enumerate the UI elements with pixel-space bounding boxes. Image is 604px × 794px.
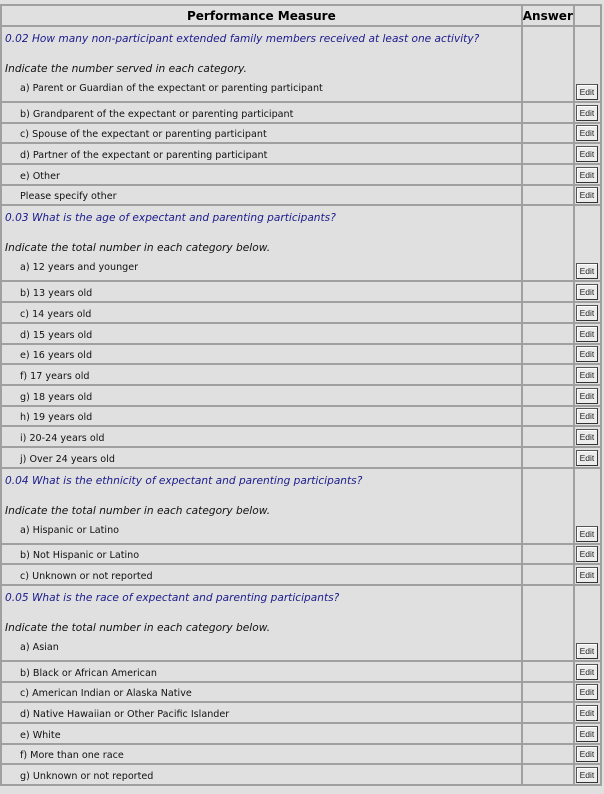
item-label: i) 20-24 years old xyxy=(20,432,105,444)
edit-button[interactable]: Edit xyxy=(576,305,598,321)
item-label: j) Over 24 years old xyxy=(20,453,115,465)
edit-button[interactable]: Edit xyxy=(576,167,598,183)
table-row xyxy=(1,661,601,682)
answer-cell xyxy=(522,682,574,703)
table-row xyxy=(1,364,601,385)
edit-button[interactable]: Edit xyxy=(576,146,598,162)
edit-button[interactable]: Edit xyxy=(576,408,598,424)
item-cell xyxy=(1,323,522,344)
answer-cell xyxy=(522,344,574,365)
question-cell xyxy=(1,26,522,102)
item-cell xyxy=(1,281,522,302)
edit-button[interactable]: Edit xyxy=(576,84,598,100)
edit-cell xyxy=(574,744,601,765)
item-cell xyxy=(1,123,522,144)
item-cell xyxy=(1,544,522,565)
table-row xyxy=(1,302,601,323)
edit-button[interactable]: Edit xyxy=(576,326,598,342)
item-cell xyxy=(1,702,522,723)
item-cell xyxy=(1,564,522,585)
edit-cell xyxy=(574,102,601,123)
edit-cell xyxy=(574,364,601,385)
edit-button[interactable]: Edit xyxy=(576,526,598,542)
table-row xyxy=(1,102,601,123)
item-cell xyxy=(1,102,522,123)
table-header xyxy=(1,5,601,26)
item-label: e) 16 years old xyxy=(20,350,93,362)
edit-button[interactable]: Edit xyxy=(576,367,598,383)
table-row xyxy=(1,764,601,785)
answer-cell xyxy=(522,661,574,682)
answer-cell xyxy=(522,143,574,164)
answer-cell xyxy=(522,468,574,544)
edit-column-header xyxy=(574,5,601,26)
answer-cell xyxy=(522,406,574,427)
item-label: b) Not Hispanic or Latino xyxy=(20,550,140,562)
answer-cell xyxy=(522,205,574,281)
answer-cell xyxy=(522,185,574,206)
item-label: d) Native Hawaiian or Other Pacific Islander xyxy=(20,709,230,721)
item-label: c) American Indian or Alaska Native xyxy=(20,688,192,700)
question-row xyxy=(1,205,601,281)
item-label: c) 14 years old xyxy=(20,308,92,320)
edit-button[interactable]: Edit xyxy=(576,450,598,466)
question-cell xyxy=(1,585,522,661)
table-row xyxy=(1,744,601,765)
table-row xyxy=(1,143,601,164)
item-cell xyxy=(1,744,522,765)
answer-cell xyxy=(522,123,574,144)
answer-cell xyxy=(522,723,574,744)
question-cell xyxy=(1,468,522,544)
edit-cell xyxy=(574,302,601,323)
answer-header: Answer xyxy=(522,5,574,26)
item-cell xyxy=(1,426,522,447)
question-text: 0.02 How many non-participant extended family members received at least one activity? xyxy=(5,33,480,45)
edit-button[interactable]: Edit xyxy=(576,643,598,659)
answer-cell xyxy=(522,323,574,344)
item-cell xyxy=(1,385,522,406)
item-label: a) Parent or Guardian of the expectant or parenting participant xyxy=(20,83,323,94)
table-row xyxy=(1,385,601,406)
edit-cell xyxy=(574,344,601,365)
item-label: a) Asian xyxy=(20,642,59,653)
answer-cell xyxy=(522,564,574,585)
table-row xyxy=(1,702,601,723)
answer-cell xyxy=(522,764,574,785)
table-row xyxy=(1,123,601,144)
edit-cell xyxy=(574,723,601,744)
question-row xyxy=(1,26,601,102)
edit-cell xyxy=(574,281,601,302)
answer-cell xyxy=(522,447,574,468)
item-label: b) Black or African American xyxy=(20,667,157,679)
edit-button[interactable]: Edit xyxy=(576,284,598,300)
edit-cell xyxy=(574,143,601,164)
answer-cell xyxy=(522,364,574,385)
item-label: d) Partner of the expectant or parenting participant xyxy=(20,150,268,162)
edit-button[interactable]: Edit xyxy=(576,726,598,742)
edit-cell xyxy=(574,468,601,544)
edit-cell xyxy=(574,185,601,206)
instruction-text: Indicate the number served in each category. xyxy=(5,63,247,75)
item-cell xyxy=(1,661,522,682)
item-cell xyxy=(1,143,522,164)
item-label: g) Unknown or not reported xyxy=(20,771,154,783)
table-row xyxy=(1,164,601,185)
item-label: a) 12 years and younger xyxy=(20,262,139,274)
edit-button[interactable]: Edit xyxy=(576,388,598,404)
edit-button[interactable]: Edit xyxy=(576,684,598,700)
edit-button[interactable]: Edit xyxy=(576,346,598,362)
question-text: 0.05 What is the race of expectant and parenting participants? xyxy=(5,592,340,604)
item-cell xyxy=(1,364,522,385)
answer-cell xyxy=(522,744,574,765)
item-label: d) 15 years old xyxy=(20,329,93,341)
edit-cell xyxy=(574,447,601,468)
edit-cell xyxy=(574,385,601,406)
edit-cell xyxy=(574,702,601,723)
answer-cell xyxy=(522,544,574,565)
table-row xyxy=(1,406,601,427)
item-label: h) 19 years old xyxy=(20,412,93,424)
answer-cell xyxy=(522,102,574,123)
edit-cell xyxy=(574,164,601,185)
item-label: g) 18 years old xyxy=(20,391,93,403)
edit-button[interactable]: Edit xyxy=(576,187,598,203)
item-cell xyxy=(1,682,522,703)
edit-cell xyxy=(574,564,601,585)
edit-button[interactable]: Edit xyxy=(576,263,598,279)
item-cell xyxy=(1,302,522,323)
edit-button[interactable]: Edit xyxy=(576,767,598,783)
question-text: 0.03 What is the age of expectant and parenting participants? xyxy=(5,212,336,225)
edit-cell xyxy=(574,661,601,682)
edit-cell xyxy=(574,205,601,281)
item-label: e) White xyxy=(20,729,61,741)
item-cell xyxy=(1,447,522,468)
table-row xyxy=(1,723,601,744)
table-row xyxy=(1,564,601,585)
table-row xyxy=(1,323,601,344)
item-cell xyxy=(1,764,522,785)
item-label: a) Hispanic or Latino xyxy=(20,524,120,536)
table-row xyxy=(1,185,601,206)
edit-button[interactable]: Edit xyxy=(576,105,598,121)
edit-button[interactable]: Edit xyxy=(576,567,598,583)
table-row xyxy=(1,682,601,703)
item-label: e) Other xyxy=(20,170,60,182)
item-label: c) Spouse of the expectant or parenting participant xyxy=(20,129,267,141)
item-cell xyxy=(1,164,522,185)
item-label: f) More than one race xyxy=(20,750,124,762)
edit-button[interactable]: Edit xyxy=(576,705,598,721)
edit-cell xyxy=(574,764,601,785)
question-row xyxy=(1,468,601,544)
edit-cell xyxy=(574,26,601,102)
edit-cell xyxy=(574,682,601,703)
question-cell xyxy=(1,205,522,281)
instruction-text: Indicate the total number in each category below. xyxy=(5,504,271,517)
edit-button[interactable]: Edit xyxy=(576,125,598,141)
table-row xyxy=(1,344,601,365)
item-cell xyxy=(1,344,522,365)
table-row xyxy=(1,544,601,565)
edit-button[interactable]: Edit xyxy=(576,429,598,445)
edit-cell xyxy=(574,323,601,344)
instruction-text: Indicate the total number in each category below. xyxy=(5,622,271,634)
answer-cell xyxy=(522,385,574,406)
question-row xyxy=(1,585,601,661)
item-label: b) Grandparent of the expectant or parenting participant xyxy=(20,108,294,120)
item-cell xyxy=(1,185,522,206)
edit-button[interactable]: Edit xyxy=(576,546,598,562)
item-label: Please specify other xyxy=(20,191,117,203)
table-body xyxy=(1,26,601,785)
item-cell xyxy=(1,406,522,427)
edit-button[interactable]: Edit xyxy=(576,746,598,762)
answer-cell xyxy=(522,302,574,323)
performance-measures-table xyxy=(0,4,602,786)
table-row xyxy=(1,447,601,468)
item-label: b) 13 years old xyxy=(20,288,93,300)
item-cell xyxy=(1,723,522,744)
answer-cell xyxy=(522,426,574,447)
edit-cell xyxy=(574,544,601,565)
table-row xyxy=(1,281,601,302)
table-row xyxy=(1,426,601,447)
edit-cell xyxy=(574,585,601,661)
edit-cell xyxy=(574,426,601,447)
answer-cell xyxy=(522,281,574,302)
answer-cell xyxy=(522,26,574,102)
edit-cell xyxy=(574,406,601,427)
answer-cell xyxy=(522,164,574,185)
instruction-text: Indicate the total number in each category below. xyxy=(5,242,271,255)
performance-measure-header: Performance Measure xyxy=(1,5,522,26)
edit-button[interactable]: Edit xyxy=(576,664,598,680)
question-text: 0.04 What is the ethnicity of expectant and parenting participants? xyxy=(5,474,363,487)
edit-cell xyxy=(574,123,601,144)
answer-cell xyxy=(522,585,574,661)
item-label: c) Unknown or not reported xyxy=(20,571,153,582)
item-label: f) 17 years old xyxy=(20,370,90,382)
answer-cell xyxy=(522,702,574,723)
